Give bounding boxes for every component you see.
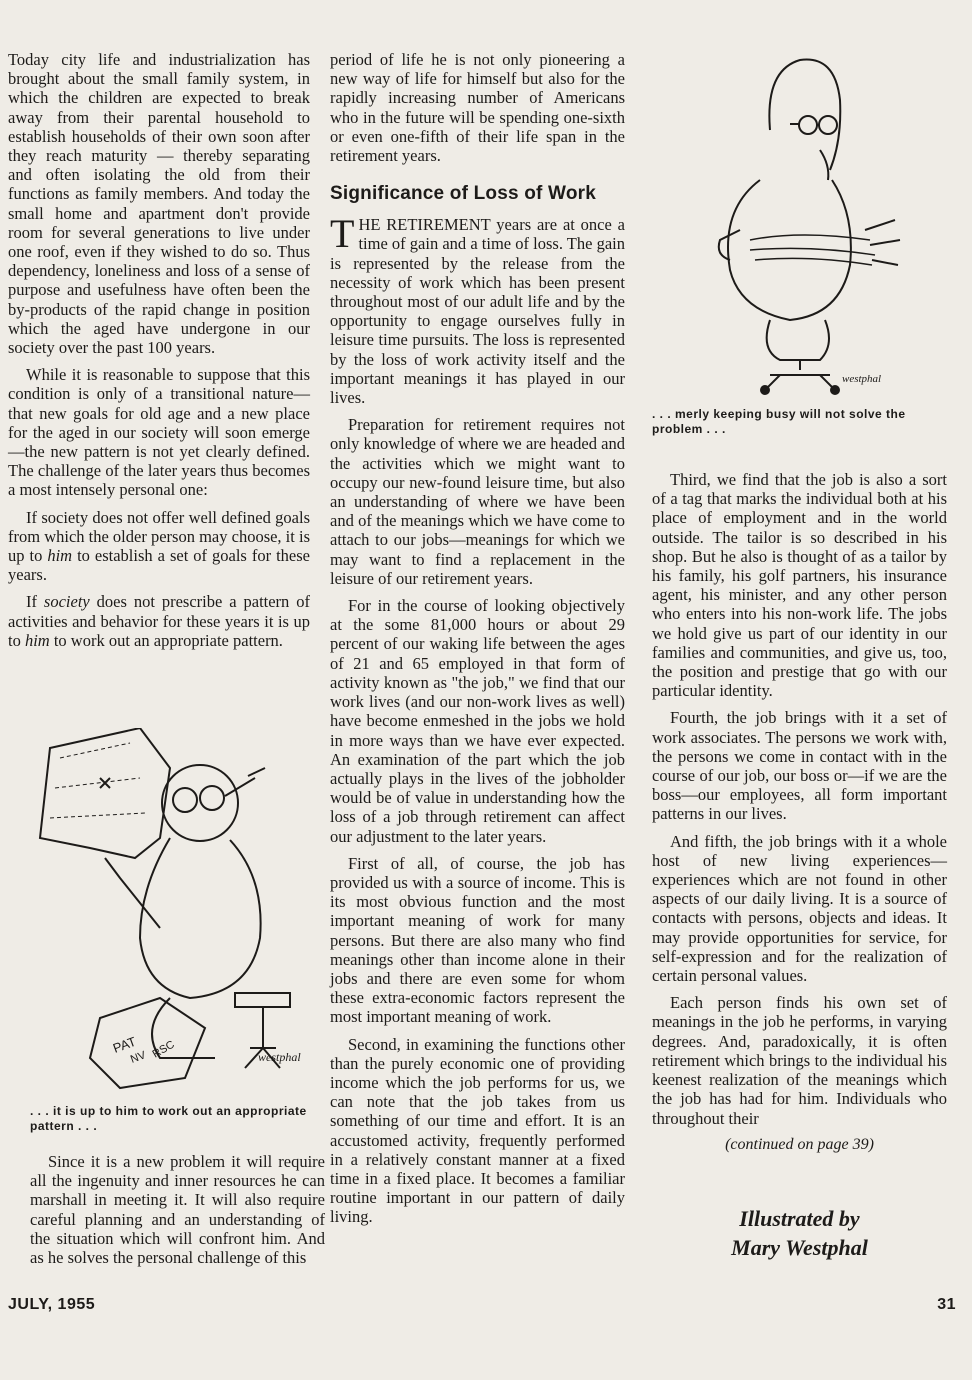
paragraph: Since it is a new problem it will require all the ingenuity and inner resources he can marshall in meeting it. It will also require careful planning and an understanding of the situation which will confront him. And as he solves the personal challenge of this — [30, 1152, 325, 1268]
paragraph: Third, we find that the job is also a sort of a tag that marks the individual both at his place of employment and in the world outside. The tailor is so described in his shop. But he also is thought of as a tailor by his family, his golf partners, his insurance agent, his minister, and any other person who enters into his non-work life. The jobs we hold give us part of our identity in our families and communities, and give us, too, the position and prestige that go with our particular identity. — [652, 470, 947, 701]
paragraph: While it is reasonable to suppose that this condition is only of a transitional nature—that new goals for old age and a new place for the aged in our society will soon emerge—the new pattern is not yet clearly defined. The challenge of the later years thus becomes a most intensely personal one: — [8, 365, 310, 500]
continued-note: (continued on page 39) — [725, 1135, 874, 1153]
paragraph: If society does not prescribe a pattern of activities and behavior for these years it is up to him to work out an appropriate pattern. — [8, 592, 310, 650]
section-heading: Significance of Loss of Work — [330, 183, 597, 205]
column-left — [8, 50, 310, 658]
paragraph: Each person finds his own set of meanings in the job he performs, in varying degrees. And, paradoxically, it is often retirement which brings to the individual his keenest realization of the meanings which the job has had for him. Individuals who throughout their — [652, 993, 947, 1128]
column-right — [652, 470, 947, 1262]
page-number: 31 — [937, 1296, 956, 1313]
paragraph: Fourth, the job brings with it a set of work associates. The persons we work with, the persons we come in contact with in the course of our job, our boss or—if we are the boss—our employees, all form important patterns in our lives. — [652, 708, 947, 824]
paragraph: period of life he is not only pioneering a new way of life for himself but also for the rapidly increasing number of Americans who in the future will be spending one-sixth or even one-fifth of their life span in the retirement years. — [330, 50, 625, 166]
paragraph: If society does not offer well defined goals from which the older person may choose, it is up to him to establish a set of goals for these years. — [8, 507, 310, 585]
paragraph: Second, in examining the functions other than the purely economic one of providing income which the job performs for us, we can note that the job takes from us something of our time and effort. It is an accustomed activity, frequently performed in a relatively constant manner at a fixed time in a fixed place. It becomes a familiar routine important in our pattern of daily living. — [330, 1034, 625, 1227]
credit-line: Illustrated by — [739, 1205, 860, 1231]
artist-signature: westphal — [842, 373, 882, 385]
drop-cap: T — [330, 211, 355, 257]
illustration-caption: . . . merly keeping busy will not solve the problem . . . — [652, 407, 906, 436]
paragraph: THE RETIREMENT years are at once a time of gain and a time of loss. The gain is represented by the release from the necessity of work which has been present throughout most of our adult life and by the opportunity to engage ourselves fully in leisure time pursuits. The loss is represented by the loss of work activity itself and the important meanings it has played in our lives. — [330, 211, 625, 408]
paragraph: And fifth, the job brings with it a whole host of new living experiences—experiences which are not found in other aspects of our daily living. It is a source of contacts with persons, objects and ideas. It may provide opportunities for service, for self-expression and for the realization of certain personal values. — [652, 831, 947, 986]
column-middle — [330, 50, 625, 1235]
illustration-credit — [652, 1204, 947, 1262]
map-label: PAT — [110, 1033, 138, 1056]
string-figure-illustration — [660, 40, 950, 400]
paragraph: Today city life and industrialization has brought about the small family system, in which the children are expected to break away from their parental household to establish households of their own soon after they reach maturity — thereby separating and often isolating the old from their functions as family members. And today the small home and apartment don't provide room for several generations to live under one roof, even if they wished to do so. Thus dependency, loneliness and loss of a sense of purpose and usefulness have often been the by-products of the rapid change in position which the aged have undergone in our society over the past 100 years. — [8, 50, 310, 358]
artist-signature: westphal — [258, 1050, 301, 1064]
credit-name: Mary Westphal — [731, 1234, 868, 1260]
paragraph: First of all, of course, the job has provided us with a source of income. This is its most obvious function and the most important meaning of work for many persons. But there are also many who find meanings other than income alone in their jobs and there are even some for whom these extra-economic factors represent the most important meaning of work. — [330, 853, 625, 1027]
map-reader-illustration — [20, 728, 320, 1098]
paragraph: For in the course of looking objectively at the some 81,000 hours or about 29 percent of our waking life between the ages of 21 and 65 employed in that form of activity known as "the job," we find that our work lives (and our non-work lives as well) have become enmeshed in the jobs we hold in more ways than we have ever expected. An examination of the part which the job actually plays in the lives of the jobholder would be of value in understanding how the loss of a job through retirement can affect our adjustment to the later years. — [330, 596, 625, 846]
paragraph: Preparation for retirement requires not only knowledge of where we are headed and the activities which we might want to occupy our new-found leisure time, but also an understanding of where we have been and of the meanings which we have come to attach to our jobs—meanings for which we may want to find a replacement in the leisure of our retirement years. — [330, 415, 625, 588]
illustration-caption: . . . it is up to him to work out an appropriate pattern . . . — [30, 1104, 307, 1133]
map-label: RSC — [150, 1038, 177, 1061]
map-label: NV — [128, 1049, 148, 1066]
column-left-lower — [30, 1152, 325, 1275]
footer-date: JULY, 1955 — [8, 1296, 96, 1313]
